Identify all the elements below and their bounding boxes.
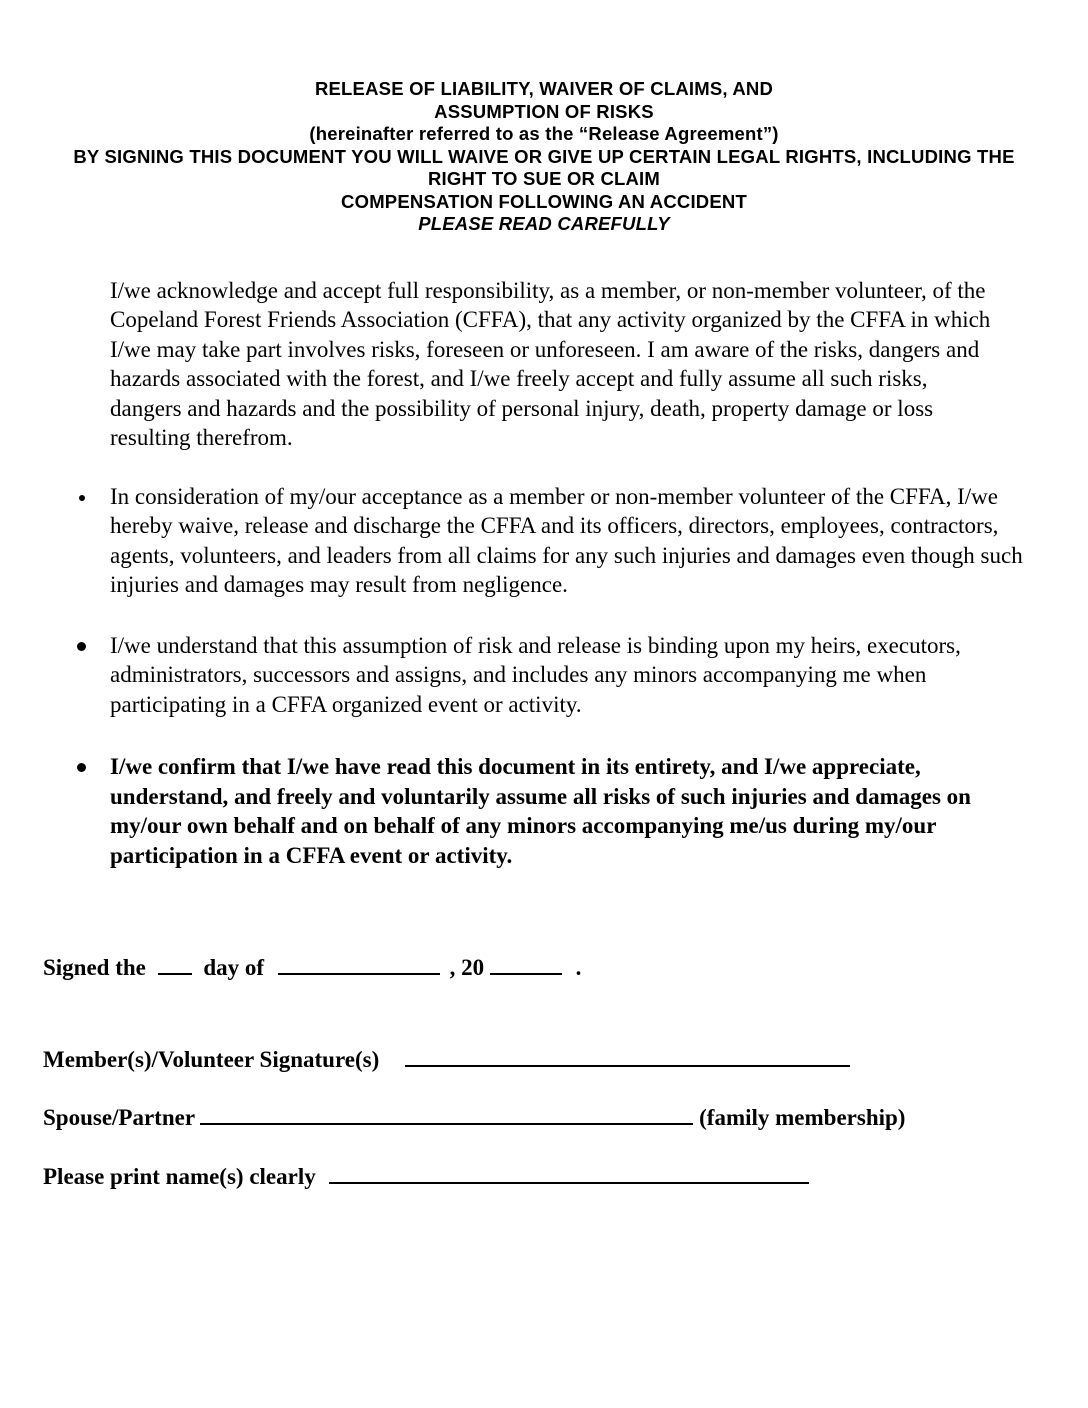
- day-of-label: day of: [203, 955, 265, 980]
- member-signature-label: Member(s)/Volunteer Signature(s): [43, 1047, 380, 1072]
- intro-paragraph: I/we acknowledge and accept full responsibility, as a member, or non-member volunteer, of the Copeland Forest Friends Association (CFFA), that any activity organized by the CFFA in which I/we may take part involves risks, foreseen or unforeseen. I am aware of the risks, dangers and hazards associated with the forest, and I/we freely accept and fully assume all such risks, dangers and hazards and the possibility of personal injury, death, property damage or loss resulting therefrom.: [110, 277, 991, 450]
- header-read-carefully: PLEASE READ CAREFULLY: [418, 213, 670, 234]
- header-warning-line-1: BY SIGNING THIS DOCUMENT YOU WILL WAIVE OR GIVE UP CERTAIN LEGAL RIGHTS, INCLUDING THE: [73, 145, 1015, 167]
- spouse-signature-blank-field: [200, 1100, 693, 1125]
- signed-date-line: [43, 950, 1048, 984]
- spouse-partner-label: Spouse/Partner: [43, 1105, 195, 1130]
- header-warning-line-3: COMPENSATION FOLLOWING AN ACCIDENT: [341, 190, 747, 212]
- month-blank-field: [278, 950, 440, 975]
- member-signature-line: [43, 1042, 1048, 1076]
- bullet-dot-icon: [77, 642, 86, 651]
- bullet-item-confirmation: [110, 752, 1030, 870]
- print-name-label: Please print name(s) clearly: [43, 1164, 316, 1189]
- member-signature-blank-field: [405, 1042, 850, 1067]
- printed-name-blank-field: [329, 1159, 809, 1184]
- spouse-signature-line: [43, 1100, 1048, 1134]
- header-warning-line-2: RIGHT TO SUE OR CLAIM: [427, 168, 661, 189]
- bullet-text: I/we confirm that I/we have read this document in its entirety, and I/we appreciate, understand, and freely and voluntarily assume all risks of such injuries and damages on my/our own behalf and on behalf of any minors accompanying me/us during my/our participation in a CFFA event or activity.: [110, 754, 971, 868]
- sentence-period: .: [575, 955, 582, 980]
- bullet-text: I/we understand that this assumption of risk and release is binding upon my heirs, executors, administrators, successors and assigns, and includes any minors accompanying me when participating in a CFFA organized event or activity.: [110, 632, 961, 717]
- document-header: [36, 0, 1052, 236]
- year-prefix-label: , 20: [449, 955, 485, 980]
- family-membership-note: (family membership): [699, 1105, 906, 1130]
- bullet-dot-icon: [77, 763, 86, 772]
- year-blank-field: [490, 950, 562, 975]
- printed-name-line: [43, 1159, 1048, 1193]
- bullet-item-consideration: [110, 482, 1030, 600]
- signed-prefix-label: Signed the: [43, 955, 146, 980]
- bullet-item-binding: [110, 631, 1030, 720]
- bullet-text: In consideration of my/our acceptance as a member or non-member volunteer of the CFFA, I/we hereby waive, release and discharge the CFFA and its officers, directors, employees, contractors, agents, volunteers, and leaders from all claims for any such injuries and damages even though such injuries and damages may result from negligence.: [110, 483, 1023, 597]
- bullet-dot-icon: [79, 495, 85, 501]
- bullet-list: [0, 482, 1088, 871]
- header-title-line-1: RELEASE OF LIABILITY, WAIVER OF CLAIMS, AND: [314, 78, 774, 99]
- header-title-line-2: ASSUMPTION OF RISKS: [434, 100, 654, 122]
- day-blank-field: [158, 950, 192, 975]
- header-subtitle: (hereinafter referred to as the “Release Agreement”): [309, 123, 779, 144]
